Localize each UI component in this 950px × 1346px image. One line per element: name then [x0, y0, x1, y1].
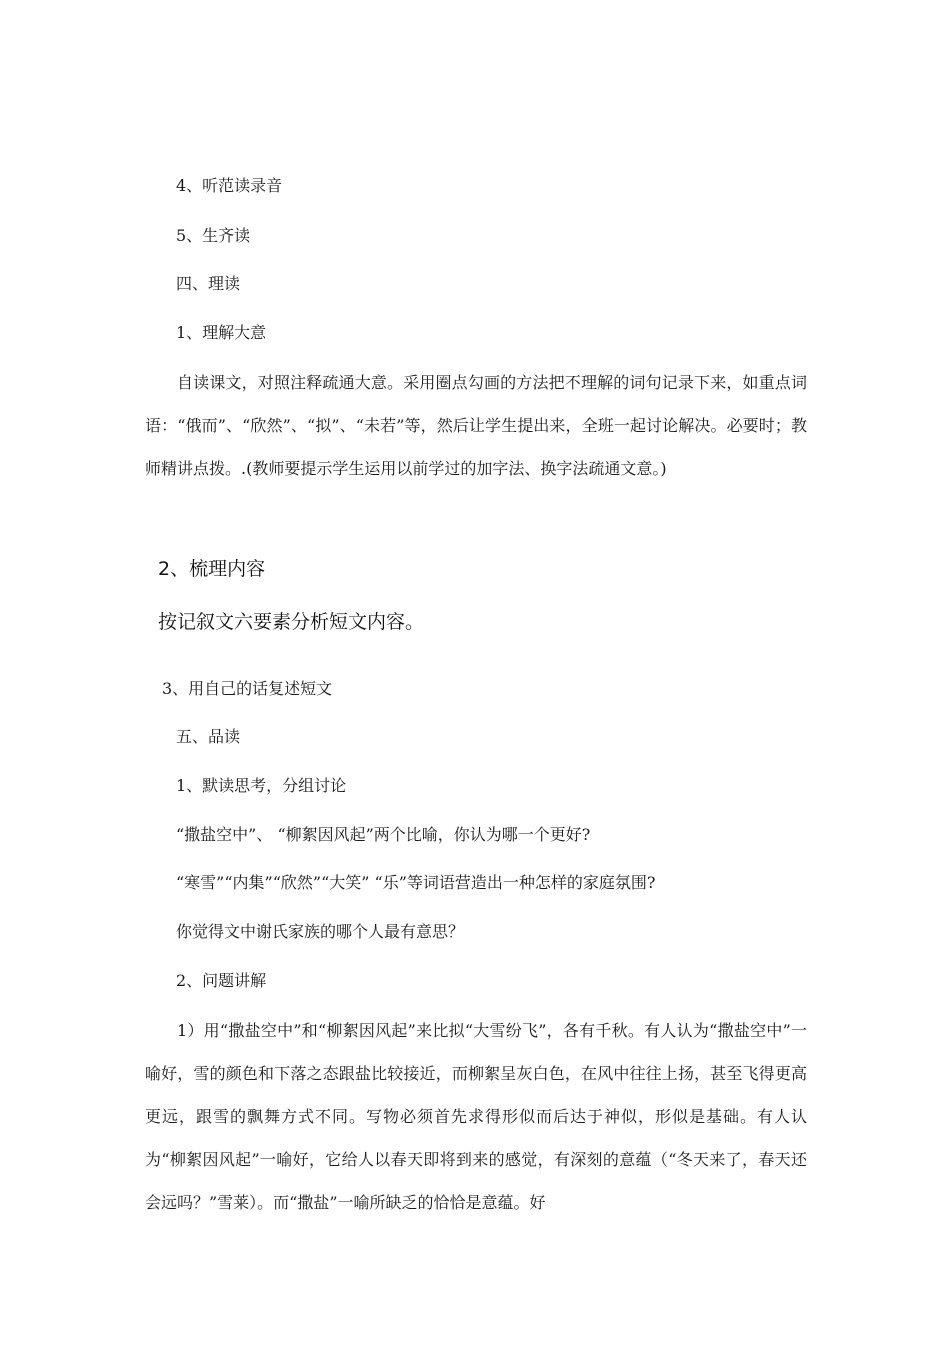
heading-sort-content: 2、梳理内容	[158, 558, 266, 580]
item-silent-reading: 1、默读思考，分组讨论	[176, 776, 347, 795]
section-heading-5: 五、品读	[176, 727, 241, 746]
item-explanation: 2、问题讲解	[176, 971, 267, 990]
question-interesting-person: 你觉得文中谢氏家族的哪个人最有意思？	[176, 922, 465, 941]
section-heading-4: 四、理读	[176, 274, 241, 293]
item-listen-recording: 4、听范读录音	[176, 176, 283, 195]
question-metaphor: “撒盐空中”、 “柳絮因风起”两个比喻，你认为哪一个更好?	[176, 825, 591, 844]
paragraph-self-reading: 自读课文，对照注释疏通大意。采用圈点勾画的方法把不理解的词句记录下来，如重点词语：“俄而”、“欣然”、“拟”、“未若”等，然后让学生提出来，全班一起讨论解决。必要时；教师精讲点拨。.(教师要提示学生运用以前学过的加字法、换字法疏通文意。)	[145, 373, 807, 478]
item-understand-meaning: 1、理解大意	[176, 323, 267, 342]
item-read-together: 5、生齐读	[176, 226, 251, 245]
text-six-elements: 按记叙文六要素分析短文内容。	[158, 611, 425, 633]
paragraph-explanation: 1）用“撒盐空中”和“柳絮因风起”来比拟“大雪纷飞”，各有千秋。有人认为“撒盐空中”一喻好，雪的颜色和下落之态跟盐比较接近，而柳絮呈灰白色，在风中往往上扬，甚至飞得更高更远，跟雪的飘舞方式不同。写物必须首先求得形似而后达于神似，形似是基础。有人认为“柳絮因风起”一喻好，它给人以春天即将到来的感觉，有深刻的意蕴（“冬天来了，春天还会远吗？”雪莱）。而“撒盐”一喻所缺乏的恰恰是意蕴。好	[145, 1021, 807, 1212]
question-atmosphere: “寒雪”“内集”“欣然”“大笑” “乐”等词语营造出一种怎样的家庭氛围?	[176, 873, 656, 892]
item-retell: 3、用自己的话复述短文	[162, 679, 333, 698]
